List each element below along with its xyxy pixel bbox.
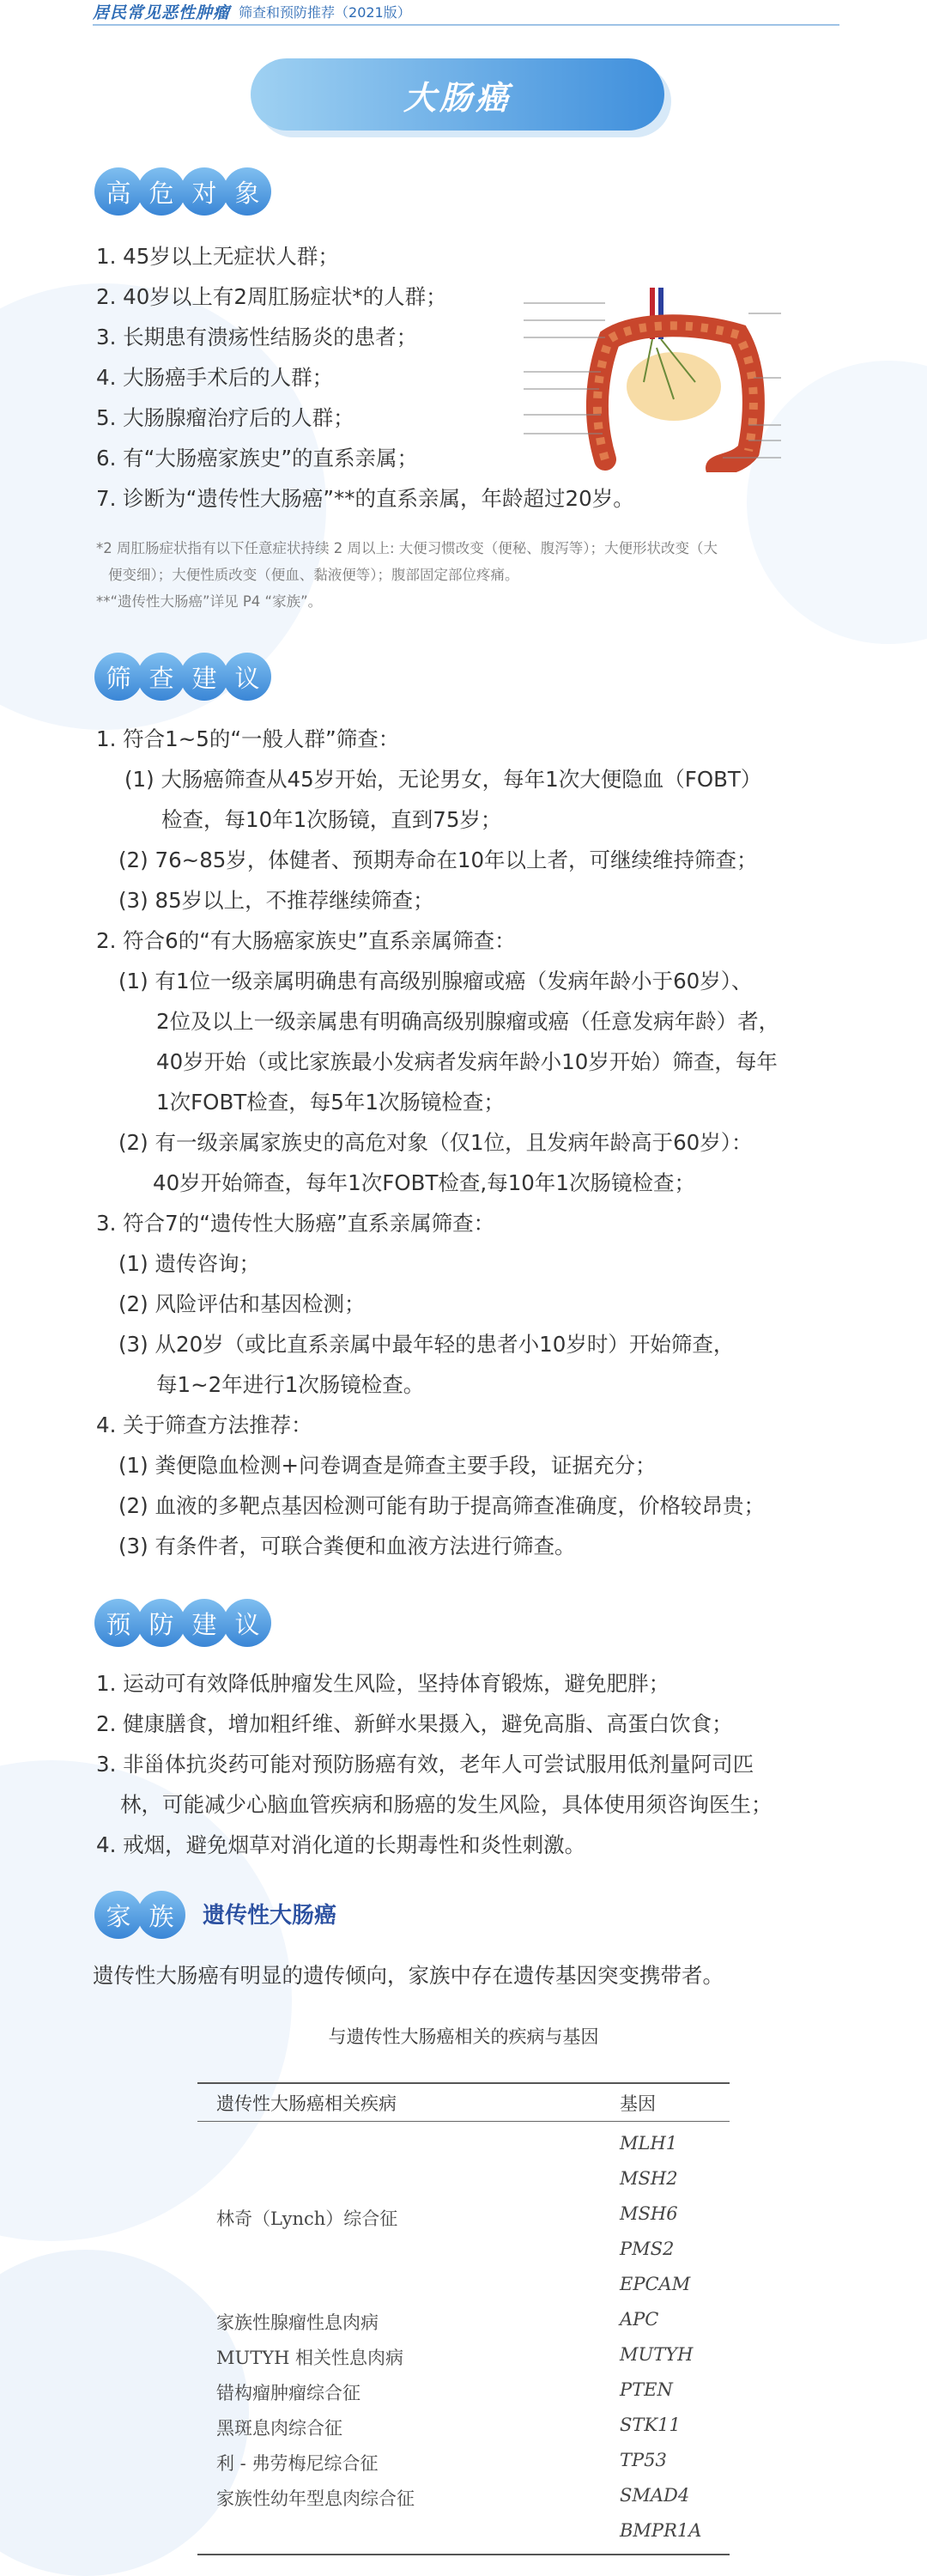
table-rule-bottom xyxy=(197,2554,730,2555)
table-rule-top xyxy=(197,2082,730,2084)
table-cell-disease: 家族性幼年型息肉综合征 xyxy=(216,2488,415,2509)
list-item: (1) 遗传咨询； xyxy=(118,1251,260,1276)
table-cell-disease: 利 - 弗劳梅尼综合征 xyxy=(216,2453,379,2474)
list-item: 检查，每10年1次肠镜，直到75岁； xyxy=(161,807,502,832)
list-item: 2位及以上一级亲属患有明确高级别腺瘤或癌（任意发病年龄）者， xyxy=(156,1009,780,1034)
list-item: (3) 85岁以上，不推荐继续筛查； xyxy=(118,888,434,913)
list-item: (2) 76~85岁，体健者、预期寿命在10年以上者，可继续维持筛查； xyxy=(118,848,758,872)
list-item: (1) 粪便隐血检测+问卷调查是筛查主要手段，证据充分； xyxy=(118,1453,657,1478)
list-item: 6. 有“大肠癌家族史”的直系亲属； xyxy=(96,446,419,471)
table-cell-gene: STK11 xyxy=(620,2415,681,2435)
header-divider xyxy=(93,24,839,26)
list-item: 1. 运动可有效降低肿瘤发生风险，坚持体育锻炼，避免肥胖； xyxy=(96,1671,670,1696)
list-item: (3) 从20岁（或比直系亲属中最年轻的患者小10岁时）开始筛查， xyxy=(118,1332,735,1357)
table-cell-gene: PTEN xyxy=(620,2379,673,2400)
section-title: 遗传性大肠癌 xyxy=(203,1903,337,1929)
badge-char: 议 xyxy=(223,1599,271,1647)
badge-char: 家 xyxy=(94,1891,142,1939)
table-cell-gene: PMS2 xyxy=(620,2239,675,2259)
header-subtitle: 筛查和预防推荐（2021版） xyxy=(239,3,411,21)
badge-char: 筛 xyxy=(94,653,142,701)
table-cell-gene: BMPR1A xyxy=(620,2520,702,2541)
table-cell-gene: SMAD4 xyxy=(620,2485,690,2506)
list-item: 2. 符合6的“有大肠癌家族史”直系亲属筛查： xyxy=(96,928,516,953)
table-cell-disease: 家族性腺瘤性息肉病 xyxy=(216,2312,379,2333)
list-item: 4. 大肠癌手术后的人群； xyxy=(96,365,334,390)
table-cell-gene: MSH2 xyxy=(620,2168,678,2189)
badge-char: 对 xyxy=(180,167,228,216)
list-item: 7. 诊断为“遗传性大肠癌”**的直系亲属，年龄超过20岁。 xyxy=(96,486,634,511)
list-item: 林，可能减少心脑血管疾病和肠癌的发生风险，具体使用须咨询医生； xyxy=(120,1792,772,1817)
badge-char: 查 xyxy=(137,653,185,701)
table-cell-disease: 林奇（Lynch）综合征 xyxy=(216,2208,398,2229)
table-cell-gene: MLH1 xyxy=(620,2133,678,2154)
table-cell-disease: MUTYH 相关性息肉病 xyxy=(216,2348,404,2368)
table-cell-disease: 错构瘤肿瘤综合征 xyxy=(216,2383,360,2403)
table-cell-gene: MUTYH xyxy=(620,2344,694,2365)
bg-decoration xyxy=(0,2250,249,2576)
badge-char: 危 xyxy=(137,167,185,216)
list-item: 3. 非甾体抗炎药可能对预防肠癌有效，老年人可尝试服用低剂量阿司匹 xyxy=(96,1752,754,1777)
list-item: 1. 45岁以上无症状人群； xyxy=(96,244,339,269)
badge-char: 议 xyxy=(223,653,271,701)
list-item: (2) 风险评估和基因检测； xyxy=(118,1291,366,1316)
page-title: 大肠癌 xyxy=(403,78,512,117)
header-brand: 居民常见恶性肿瘤 xyxy=(93,3,231,22)
list-item: (1) 大肠癌筛查从45岁开始，无论男女，每年1次大便隐血（FOBT） xyxy=(124,767,762,792)
section-badge-family xyxy=(94,1891,180,1939)
list-item: (2) 有一级亲属家族史的高危对象（仅1位，且发病年龄高于60岁）： xyxy=(118,1130,753,1155)
section-badge-high-risk xyxy=(94,167,266,216)
list-item: (1) 有1位一级亲属明确患有高级别腺瘤或癌（发病年龄小于60岁）、 xyxy=(118,969,753,993)
badge-char: 象 xyxy=(223,167,271,216)
list-item: 40岁开始（或比家族最小发病者发病年龄小10岁开始）筛查，每年 xyxy=(156,1049,778,1074)
table-caption: 与遗传性大肠癌相关的疾病与基因 xyxy=(328,2026,599,2047)
list-item: 4. 戒烟，避免烟草对消化道的长期毒性和炎性刺激。 xyxy=(96,1832,586,1857)
title-banner xyxy=(251,58,664,131)
table-cell-disease: 黑斑息肉综合征 xyxy=(216,2418,342,2439)
table-header: 基因 xyxy=(620,2093,656,2114)
list-item: 2. 健康膳食，增加粗纤维、新鲜水果摄入，避免高脂、高蛋白饮食； xyxy=(96,1711,733,1736)
section-badge-screening xyxy=(94,653,266,701)
list-item: 3. 长期患有溃疡性结肠炎的患者； xyxy=(96,325,418,349)
list-item: 1次FOBT检查，每5年1次肠镜检查； xyxy=(156,1090,505,1115)
list-item: (2) 血液的多靶点基因检测可能有助于提高筛查准确度，价格较昂贵； xyxy=(118,1493,765,1518)
list-item: 1. 符合1~5的“一般人群”筛查： xyxy=(96,726,400,751)
footnote: *2 周肛肠症状指有以下任意症状持续 2 周以上: 大便习惯改变（便秘、腹泻等）；大便形状改变（大 xyxy=(96,540,718,556)
list-item: 每1~2年进行1次肠镜检查。 xyxy=(156,1372,425,1397)
table-cell-gene: APC xyxy=(620,2309,659,2330)
list-item: 2. 40岁以上有2周肛肠症状*的人群； xyxy=(96,284,447,309)
list-item: 40岁开始筛查，每年1次FOBT检查,每10年1次肠镜检查； xyxy=(153,1170,695,1195)
list-item: (3) 有条件者，可联合粪便和血液方法进行筛查。 xyxy=(118,1534,576,1558)
badge-char: 建 xyxy=(180,1599,228,1647)
list-item: 3. 符合7的“遗传性大肠癌”直系亲属筛查： xyxy=(96,1211,495,1236)
table-cell-gene: MSH6 xyxy=(620,2203,678,2224)
table-cell-gene: EPCAM xyxy=(620,2274,691,2294)
badge-char: 预 xyxy=(94,1599,142,1647)
list-item: 4. 关于筛查方法推荐： xyxy=(96,1413,312,1437)
footnote: 便变细）；大便性质改变（便血、黏液便等）；腹部固定部位疼痛。 xyxy=(108,567,519,583)
badge-char: 建 xyxy=(180,653,228,701)
table-cell-gene: TP53 xyxy=(620,2450,667,2470)
colon-anatomy-illustration xyxy=(524,288,807,472)
table-header: 遗传性大肠癌相关疾病 xyxy=(216,2093,397,2114)
list-item: 5. 大肠腺瘤治疗后的人群； xyxy=(96,405,354,430)
table-rule-header xyxy=(197,2121,730,2122)
badge-char: 高 xyxy=(94,167,142,216)
page-header xyxy=(93,0,839,22)
paragraph: 遗传性大肠癌有明显的遗传倾向，家族中存在遗传基因突变携带者。 xyxy=(93,1963,724,1988)
section-badge-prevention xyxy=(94,1599,266,1647)
badge-char: 族 xyxy=(137,1891,185,1939)
footnote: **“遗传性大肠癌”详见 P4 “家族”。 xyxy=(96,593,323,610)
badge-char: 防 xyxy=(137,1599,185,1647)
